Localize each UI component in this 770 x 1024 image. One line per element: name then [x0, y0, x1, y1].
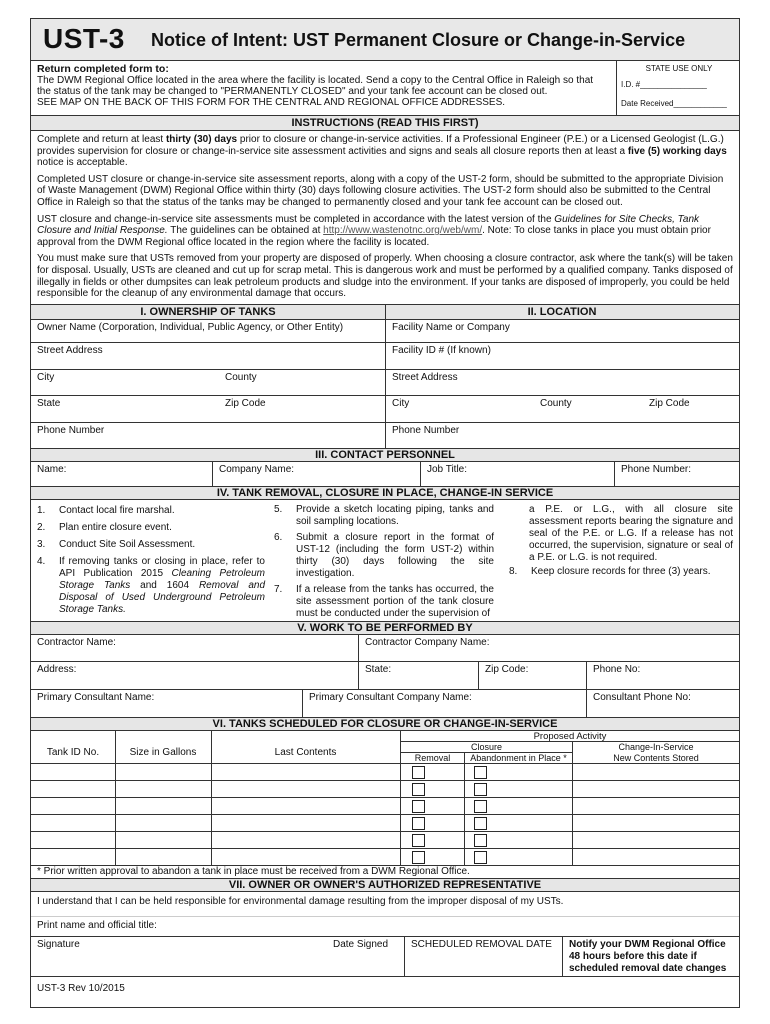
table-row	[31, 832, 739, 849]
step-7-continued: a P.E. or L.G., with all closure site assessment reports bearing the signature and seal of the P.E. or L.G. If a release has not occurred, the supervision, signature or seal of a P.E. or L.G. is not required.	[529, 503, 733, 563]
address-field[interactable]: Address:	[37, 663, 77, 675]
step-7: If a release from the tanks has occurred, the site assessment portion of the tank closure must be conducted under the supervision of	[296, 583, 494, 619]
owner-city-field[interactable]: City	[37, 371, 55, 383]
step-2: Plan entire closure event.	[59, 521, 172, 533]
owner-street-field[interactable]: Street Address	[37, 344, 103, 356]
tanks-table-body	[31, 764, 739, 866]
last-contents-header: Last Contents	[274, 746, 337, 758]
step-5: Provide a sketch locating piping, tanks and soil sampling locations.	[296, 503, 494, 527]
form-title: Notice of Intent: UST Permanent Closure or Change-in-Service	[151, 30, 686, 50]
ownership-location-header	[31, 305, 739, 320]
notify-notice: Notify your DWM Regional Office 48 hours before this date if scheduled removal date changes	[569, 938, 727, 974]
owner-zip-field[interactable]: Zip Code	[225, 397, 266, 409]
instructions-title: INSTRUCTIONS (READ THIS FIRST)	[31, 116, 739, 131]
table-row	[31, 815, 739, 832]
date-signed-field[interactable]: Date Signed	[333, 938, 389, 950]
consultant-company-field[interactable]: Primary Consultant Company Name:	[309, 691, 472, 703]
removal-checkbox[interactable]	[412, 800, 425, 813]
instructions-p4: You must make sure that USTs removed from your property are disposed of properly. When choosing a closure contractor, ask where the tank(s) will be taken for disposal. Usually, USTs are cleaned and cut up for scrap metal. This is dangerous work and must be performed by a qualified company. Tanks disposed of illegally in fields or other dumpsites can leak petroleum products and sludge into the environment. If your tanks are disposed of improperly, you could be held responsible for the cleanup of any environmental damage that occurs.	[37, 253, 733, 300]
contact-name-field[interactable]: Name:	[37, 463, 67, 475]
table-row	[31, 849, 739, 866]
abandonment-checkbox[interactable]	[474, 783, 487, 796]
responsibility-statement: I understand that I can be held responsible for environmental damage resulting from the improper disposal of my USTs.	[31, 892, 739, 917]
tanks-title: VI. TANKS SCHEDULED FOR CLOSURE OR CHANGE-IN-SERVICE	[31, 718, 739, 731]
step-8: Keep closure records for three (3) years.	[531, 565, 711, 577]
state-field[interactable]: State:	[365, 663, 392, 675]
form-header	[31, 19, 739, 61]
id-field[interactable]: I.D. #_______________	[621, 80, 707, 89]
tank-id-header: Tank ID No.	[46, 746, 100, 758]
scheduled-removal-date-field[interactable]: SCHEDULED REMOVAL DATE	[411, 938, 552, 950]
tanks-table-header	[31, 731, 739, 764]
closure-label: Closure	[401, 742, 572, 753]
abandonment-label: Abandonment in Place *	[470, 752, 567, 763]
removal-title: IV. TANK REMOVAL, CLOSURE IN PLACE, CHANGE-IN SERVICE	[31, 487, 739, 500]
facility-zip-field[interactable]: Zip Code	[649, 397, 690, 409]
step-6: Submit a closure report in the format of UST-12 (including the form UST-2) within thirty (30) days following the site investigation.	[296, 531, 494, 579]
removal-label: Removal	[414, 752, 451, 763]
work-title: V. WORK TO BE PERFORMED BY	[31, 622, 739, 635]
table-row	[31, 781, 739, 798]
instructions-p1: Complete and return at least thirty (30) days prior to closure or change-in-service activities. If a Professional Engineer (P.E.) or a Licensed Geologist (L.G.) provides supervision for closure or change-in-service site assessment activities and signs and seals all closure reports then at least a five (5) working days notice is acceptable.	[37, 134, 727, 169]
return-section	[31, 61, 739, 116]
removal-checkbox[interactable]	[412, 817, 425, 830]
contact-phone-field[interactable]: Phone Number:	[621, 463, 692, 475]
ownership-title: I. OWNERSHIP OF TANKS	[140, 305, 276, 318]
guidelines-link[interactable]: http://www.wastenotnc.org/web/wm/	[323, 225, 483, 237]
size-header: Size in Gallons	[129, 746, 197, 758]
instructions-p2: Completed UST closure or change-in-service site assessment reports, along with a copy of the UST-2 form, should be submitted to the appropriate Division of Waste Management (DWM) Regional Office within thirty (30) days following closure activities. The UST-2 form should also be submitted to the Central Office in Raleigh so that the status of the tanks may be changed to permanently closed and your tank fee account can be closed out.	[37, 173, 724, 208]
facility-name-field[interactable]: Facility Name or Company	[392, 321, 510, 333]
facility-phone-field[interactable]: Phone Number	[392, 424, 460, 436]
abandonment-checkbox[interactable]	[474, 851, 487, 864]
phone-field[interactable]: Phone No:	[593, 663, 641, 675]
owner-rep-title: VII. OWNER OR OWNER'S AUTHORIZED REPRESENTATIVE	[31, 879, 739, 892]
removal-checkbox[interactable]	[412, 851, 425, 864]
table-row	[31, 798, 739, 815]
facility-county-field[interactable]: County	[540, 397, 572, 409]
consultant-phone-field[interactable]: Consultant Phone No:	[593, 691, 691, 703]
contact-title: III. CONTACT PERSONNEL	[31, 449, 739, 462]
step-1: Contact local fire marshal.	[59, 504, 175, 516]
print-name-field[interactable]: Print name and official title:	[31, 917, 739, 937]
contact-company-field[interactable]: Company Name:	[219, 463, 295, 475]
owner-county-field[interactable]: County	[225, 371, 257, 383]
return-line-2: the status of the tank may be changed to "PERMANENTLY CLOSED" and your tank fee account can be closed out.	[37, 86, 548, 97]
contractor-company-field[interactable]: Contractor Company Name:	[365, 636, 490, 648]
zip-field[interactable]: Zip Code:	[485, 663, 529, 675]
removal-checkbox[interactable]	[412, 783, 425, 796]
contact-job-field[interactable]: Job Title:	[427, 463, 468, 475]
facility-street-field[interactable]: Street Address	[392, 371, 458, 383]
owner-name-field[interactable]: Owner Name (Corporation, Individual, Public Agency, or Other Entity)	[37, 321, 344, 333]
owner-state-field[interactable]: State	[37, 397, 61, 409]
removal-steps: 1. Contact local fire marshal. 2. Plan entire closure event. 3. Conduct Site Soil Assessment. 4. If removing tanks or closing in place, refer to API Publication 2015 Cleaning Petroleum Storage Tanks and 1604 Removal and Disposal of Used Underground Petroleum Storage Tanks. 5. Provide a sketch locating piping, tanks and soil sampling locations. 6. Submit a closure report in the format of UST-12 (including the form UST-2) within thirty (30) days following the site investigation. 7. If a release from the tanks has occurred, the site assessment portion of the tank closure must be conducted under the supervision of a P.E. or L.G., with all closure site assessment reports bearing the signature and seal of the P.E. or L.G. If a release has not occurred, the supervision, signature or seal of a P.E. or L.G. is not required. 8. Keep closure records for three (3) years.	[31, 500, 739, 622]
proposed-activity-label: Proposed Activity	[401, 731, 739, 742]
signature-row	[31, 937, 739, 977]
change-in-service-label: Change-In-Service	[618, 741, 694, 752]
table-row	[31, 764, 739, 781]
step-3: Conduct Site Soil Assessment.	[59, 538, 196, 550]
abandonment-checkbox[interactable]	[474, 800, 487, 813]
return-line-3: SEE MAP ON THE BACK OF THIS FORM FOR THE CENTRAL AND REGIONAL OFFICE ADDRESSES.	[37, 97, 506, 108]
removal-checkbox[interactable]	[412, 834, 425, 847]
contractor-name-field[interactable]: Contractor Name:	[37, 636, 116, 648]
abandonment-checkbox[interactable]	[474, 834, 487, 847]
location-title: II. LOCATION	[527, 305, 597, 318]
date-received-field[interactable]: Date Received____________	[621, 99, 727, 108]
instructions-body	[31, 131, 739, 305]
new-contents-label: New Contents Stored	[613, 752, 699, 763]
facility-city-field[interactable]: City	[392, 397, 410, 409]
return-title: Return completed form to:	[37, 63, 169, 75]
signature-field[interactable]: Signature	[37, 938, 80, 950]
form-revision: UST-3 Rev 10/2015	[37, 982, 125, 994]
form-id: UST-3	[43, 23, 125, 54]
facility-id-field[interactable]: Facility ID # (If known)	[392, 344, 491, 356]
abandonment-note: * Prior written approval to abandon a tank in place must be received from a DWM Regional Office.	[31, 866, 739, 879]
state-use-box	[616, 61, 741, 115]
instructions-p3: UST closure and change-in-service site assessments must be completed in accordance with the latest version of the Guidelines for Site Checks, Tank Closure and Initial Response. The guidelines can be obtained at http://www.wastenotnc.org/web/wm/. Note: To close tanks in place you must obtain prior approval from the DWM Regional office located in the region where the facility is located.	[37, 213, 711, 248]
consultant-name-field[interactable]: Primary Consultant Name:	[37, 691, 155, 703]
abandonment-checkbox[interactable]	[474, 766, 487, 779]
owner-phone-field[interactable]: Phone Number	[37, 424, 105, 436]
step-4: If removing tanks or closing in place, refer to API Publication 2015 Cleaning Petroleum Storage Tanks and 1604 Removal and Disposal of Used Underground Petroleum Storage Tanks.	[59, 555, 266, 615]
removal-checkbox[interactable]	[412, 766, 425, 779]
state-use-label: STATE USE ONLY	[645, 64, 713, 73]
ust3-form	[30, 18, 740, 1008]
return-line-1: The DWM Regional Office located in the area where the facility is located. Send a copy to the Central Office in Raleigh so that	[37, 75, 594, 86]
abandonment-checkbox[interactable]	[474, 817, 487, 830]
